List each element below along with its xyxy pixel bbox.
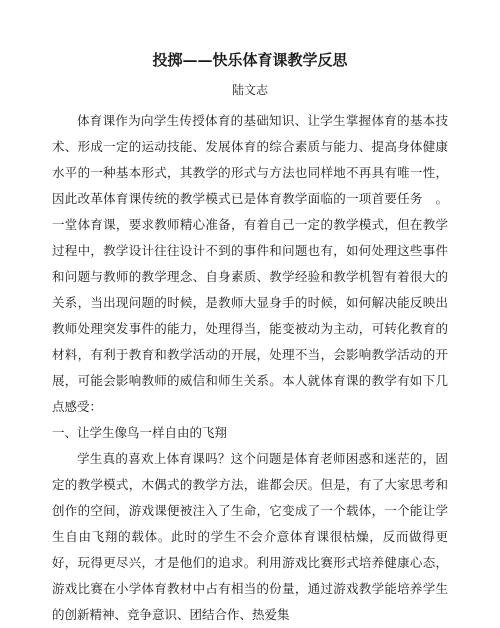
paragraph-section-1: 学生真的喜欢上体育课吗？这个问题是体育老师困惑和迷茫的，固定的教学模式，木偶式的教学方法，谁都会厌。但是，有了大家思考和创作的空间，游戏课便被注入了生命，它变成了一个载体，一个能让学生自由飞翔的载体。此时的学生不会介意体育课很枯燥，反而做得更好，玩得更尽兴，才是他们的追求。利用游戏比赛形式培养健康心态，游戏比赛在小学体育教材中占有相当的份量，通过游戏教学能培养学生的创新精神、竞争意识、团结合作、热爱集 (52, 451, 448, 622)
paragraph-intro: 体育课作为向学生传授体育的基础知识、让学生掌握体育的基本技术、形成一定的运动技能、发展体育的综合素质与能力、提高身体健康水平的一种基本形式，其教学的形式与方法也同样地不再具有唯一性，因此改革体育课传统的教学模式已是体育教学面临的一项首要任务 。一堂体育课，要求教师精心准备，有着自己一定的教学模式，但在教学过程中，教学设计往往设计不到的事件和问题也有，如何处理这些事件和问题与教师的教学理念、自身素质、教学经验和教学机智有着很大的关系，当出现问题的时候，是教师大显身手的时候，如何解决能反映出教师处理突发事件的能力，处理得当，能变被动为主动，可转化教育的材料，有利于教育和教学活动的开展，处理不当，会影响教学活动的开展，可能会影响教师的威信和师生关系。本人就体育课的教学有如下几点感受： (52, 113, 448, 414)
document-title: 投掷——快乐体育课教学反思 (152, 51, 348, 69)
section-heading-1: 一、让学生像鸟一样自由的飞翔 (52, 425, 228, 440)
document-author: 陆文志 (231, 83, 268, 97)
